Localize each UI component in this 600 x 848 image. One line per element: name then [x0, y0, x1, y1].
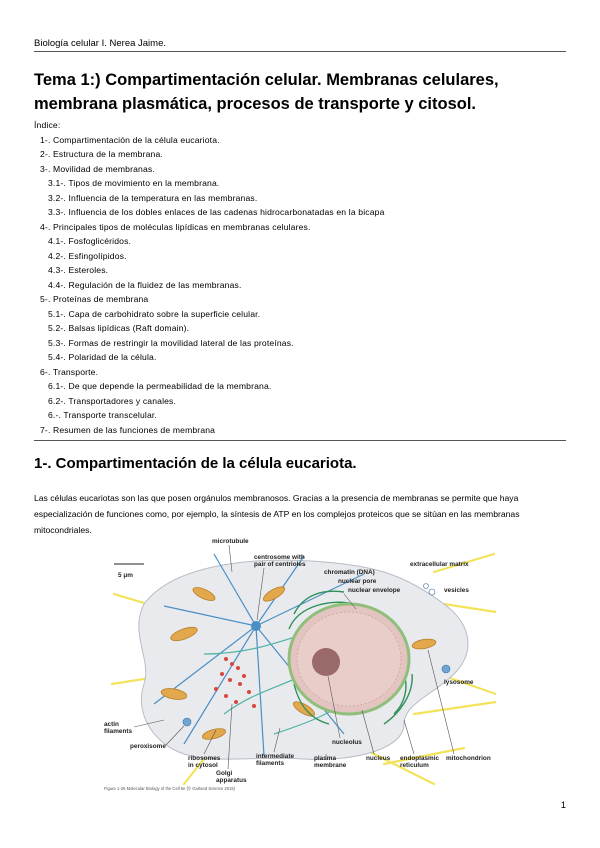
figure-caption: Figure 1-25 Molecular Biology of the Cell 6e (© Garland Science 2015) — [104, 786, 236, 791]
vesicle — [429, 589, 435, 595]
label-actin-1: actin — [104, 721, 119, 728]
label-er-1: endoplasmic — [400, 755, 440, 762]
toc-item: 5.4-. Polaridad de la célula. — [48, 352, 157, 362]
toc-item: 6-. Transporte. — [40, 366, 99, 377]
label-plasma-1: plasma — [314, 755, 337, 762]
vesicle — [424, 584, 429, 589]
scale-label: 5 μm — [118, 572, 133, 579]
label-centrosome-1: centrosome with — [254, 554, 305, 561]
header-divider — [34, 51, 566, 52]
label-vesicles: vesicles — [444, 587, 469, 594]
label-mitochondrion: mitochondrion — [446, 755, 491, 762]
toc-item: 1-. Compartimentación de la célula eucariota. — [40, 134, 220, 145]
toc-item: 4.4-. Regulación de la fluidez de las membranas. — [48, 279, 242, 290]
page-header: Biología celular I. Nerea Jaime. — [34, 38, 167, 49]
label-peroxisome: peroxisome — [130, 743, 166, 750]
toc-item: 4-. Principales tipos de moléculas lipídicas en membranas celulares. — [40, 221, 311, 232]
peroxisome — [183, 718, 191, 726]
toc-item: 4.3-. Esteroles. — [48, 265, 109, 275]
toc-item: 4.1-. Fosfoglicéridos. — [48, 236, 132, 246]
toc-item: 2-. Estructura de la membrana. — [40, 149, 163, 159]
label-lysosome: lysosome — [444, 679, 474, 686]
toc-item: 3.3-. Influencia de los dobles enlaces de las cadenas hidrocarbonatadas en la bicapa — [48, 207, 385, 217]
toc-item: 5.1-. Capa de carbohidrato sobre la superficie celular. — [48, 308, 261, 319]
label-centrosome-2: pair of centrioles — [254, 561, 306, 568]
label-intermediate-1: intermediate — [256, 753, 295, 760]
label-nucleus: nucleus — [366, 755, 391, 762]
label-er-2: reticulum — [400, 762, 429, 769]
eukaryotic-cell-diagram — [104, 534, 496, 792]
toc-item: 5-. Proteínas de membrana — [40, 294, 149, 304]
label-ribosomes-1: ribosomes — [188, 755, 221, 762]
label-golgi-2: apparatus — [216, 777, 247, 784]
page-number: 1 — [560, 800, 566, 811]
lysosome — [442, 665, 450, 673]
toc-divider — [34, 440, 566, 441]
toc-list — [34, 133, 566, 438]
nucleolus — [312, 648, 340, 676]
page-title: Tema 1:) Compartimentación celular. Membranas celulares, membrana plasmática, procesos de transporte y citosol. — [34, 71, 499, 113]
table-of-contents — [34, 118, 566, 437]
label-golgi-1: Golgi — [216, 770, 233, 777]
label-plasma-2: membrane — [314, 762, 347, 769]
toc-heading: Índice: — [34, 120, 61, 130]
label-nuclear-envelope: nuclear envelope — [348, 587, 401, 594]
section-paragraph: Las células eucariotas son las que posen orgánulos membranosos. Gracias a la presencia de membranas se permite que haya especialización de funciones como, por ejemplo, la síntesis de ATP en los complejos proteicos que se sitúan en las membranas mitocondriales. — [34, 493, 520, 535]
toc-item: 6.1-. De que depende la permeabilidad de la membrana. — [48, 381, 272, 391]
toc-item: 3.1-. Tipos de movimiento en la membrana. — [48, 178, 220, 188]
toc-item: 5.2-. Balsas lipídicas (Raft domain). — [48, 323, 190, 333]
toc-item: 4.2-. Esfingolípidos. — [48, 250, 127, 261]
label-ribosomes-2: in cytosol — [188, 762, 218, 769]
toc-item: 5.3-. Formas de restringir la movilidad lateral de las proteínas. — [48, 337, 294, 348]
toc-item: 6.2-. Transportadores y canales. — [48, 395, 177, 406]
label-nucleolus: nucleolus — [332, 739, 362, 746]
toc-item: 7-. Resumen de las funciones de membrana — [40, 424, 216, 435]
label-actin-2: filaments — [104, 728, 133, 735]
label-chromatin: chromatin (DNA) — [324, 569, 375, 576]
label-intermediate-2: filaments — [256, 760, 285, 767]
label-microtubule: microtubule — [212, 538, 249, 545]
toc-item: 3-. Movilidad de membranas. — [40, 163, 155, 174]
label-nuclear-pore: nuclear pore — [338, 578, 377, 585]
centrosome — [251, 621, 261, 631]
section-heading: 1-. Compartimentación de la célula eucariota. — [34, 455, 357, 472]
label-extracellular-matrix: extracellular matrix — [410, 561, 469, 568]
toc-item: 3.2-. Influencia de la temperatura en las membranas. — [48, 192, 258, 203]
toc-item: 6.-. Transporte transcelular. — [48, 410, 157, 420]
